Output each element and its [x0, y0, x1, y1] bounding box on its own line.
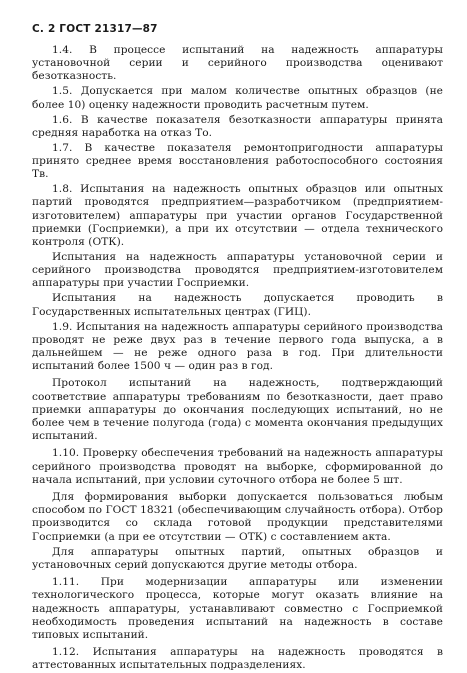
paragraph-1-9: 1.9. Испытания на надежность аппаратуры серийного производства проводят не реже двух раз в течение первого года выпуска, а в дальнейшем — не реже одного раза в год. При длительности испытаний более 1500 ч — один раз в год.: [32, 320, 443, 373]
paragraph-1-12: 1.12. Испытания аппаратуры на надежность проводятся в аттестованных испытательных подразделениях.: [32, 646, 443, 672]
paragraph-1-10: 1.10. Проверку обеспечения требований на надежность аппаратуры серийного производства проводят на выборке, сформированной до начала испытаний, при условии суточного отбора не более 5 шт.: [32, 447, 443, 486]
paragraph-1-10-sampling: Для формирования выборки допускается пользоваться любым способом по ГОСТ 18321 (обеспечивающим случайность отбора). Отбор производится со склада готовой продукции представителями Госприемки (а при ее отсутствии — ОТК) с составлением акта.: [32, 491, 443, 543]
paragraph-1-11: 1.11. При модернизации аппаратуры или изменении технологического процесса, которые могут оказать влияние на надежность аппаратуры, устанавливают совместно с Госприемкой необходимость проведения испытаний на надежность в составе типовых испытаний.: [32, 576, 443, 641]
page-header: С. 2 ГОСТ 21317—87: [32, 23, 158, 35]
paragraph-1-8-serial: Испытания на надежность аппаратуры установочной серии и серийного производства проводятся предприятием-изготовителем аппаратуры при участии Госприемки.: [32, 251, 443, 290]
paragraph-1-7: 1.7. В качестве показателя ремонтопригодности аппаратуры принято среднее время восстановления работоспособного состояния Tв.: [32, 141, 443, 181]
paragraph-1-8-gic: Испытания на надежность допускается проводить в Государственных испытательных центрах (ГИЦ).: [32, 292, 443, 318]
paragraph-1-8: 1.8. Испытания на надежность опытных образцов или опытных партий проводятся предприятием—разработчиком (предприятием-изготовителем) аппаратуры при участии органов Государственной приемки (Госприемки), а при их отсутствии — отдела технического контроля (ОТК).: [32, 183, 443, 249]
paragraph-1-4: 1.4. В процессе испытаний на надежность аппаратуры установочной серии и серийного производства оценивают безотказность.: [32, 44, 443, 83]
paragraph-1-5: 1.5. Допускается при малом количестве опытных образцов (не более 10) оценку надежности проводить расчетным путем.: [32, 85, 443, 111]
paragraph-1-6: 1.6. В качестве показателя безотказности аппаратуры принята средняя наработка на отказ Tо.: [32, 113, 443, 139]
paragraph-1-10-other-methods: Для аппаратуры опытных партий, опытных образцов и установочных серий допускаются другие методы отбора.: [32, 545, 443, 571]
paragraph-1-9-protocol: Протокол испытаний на надежность, подтверждающий соответствие аппаратуры требованиям по безотказности, дает право приемки аппаратуры до окончания последующих испытаний, но не более чем в течение полугода (года) с момента окончания предыдущих испытаний.: [32, 377, 443, 443]
